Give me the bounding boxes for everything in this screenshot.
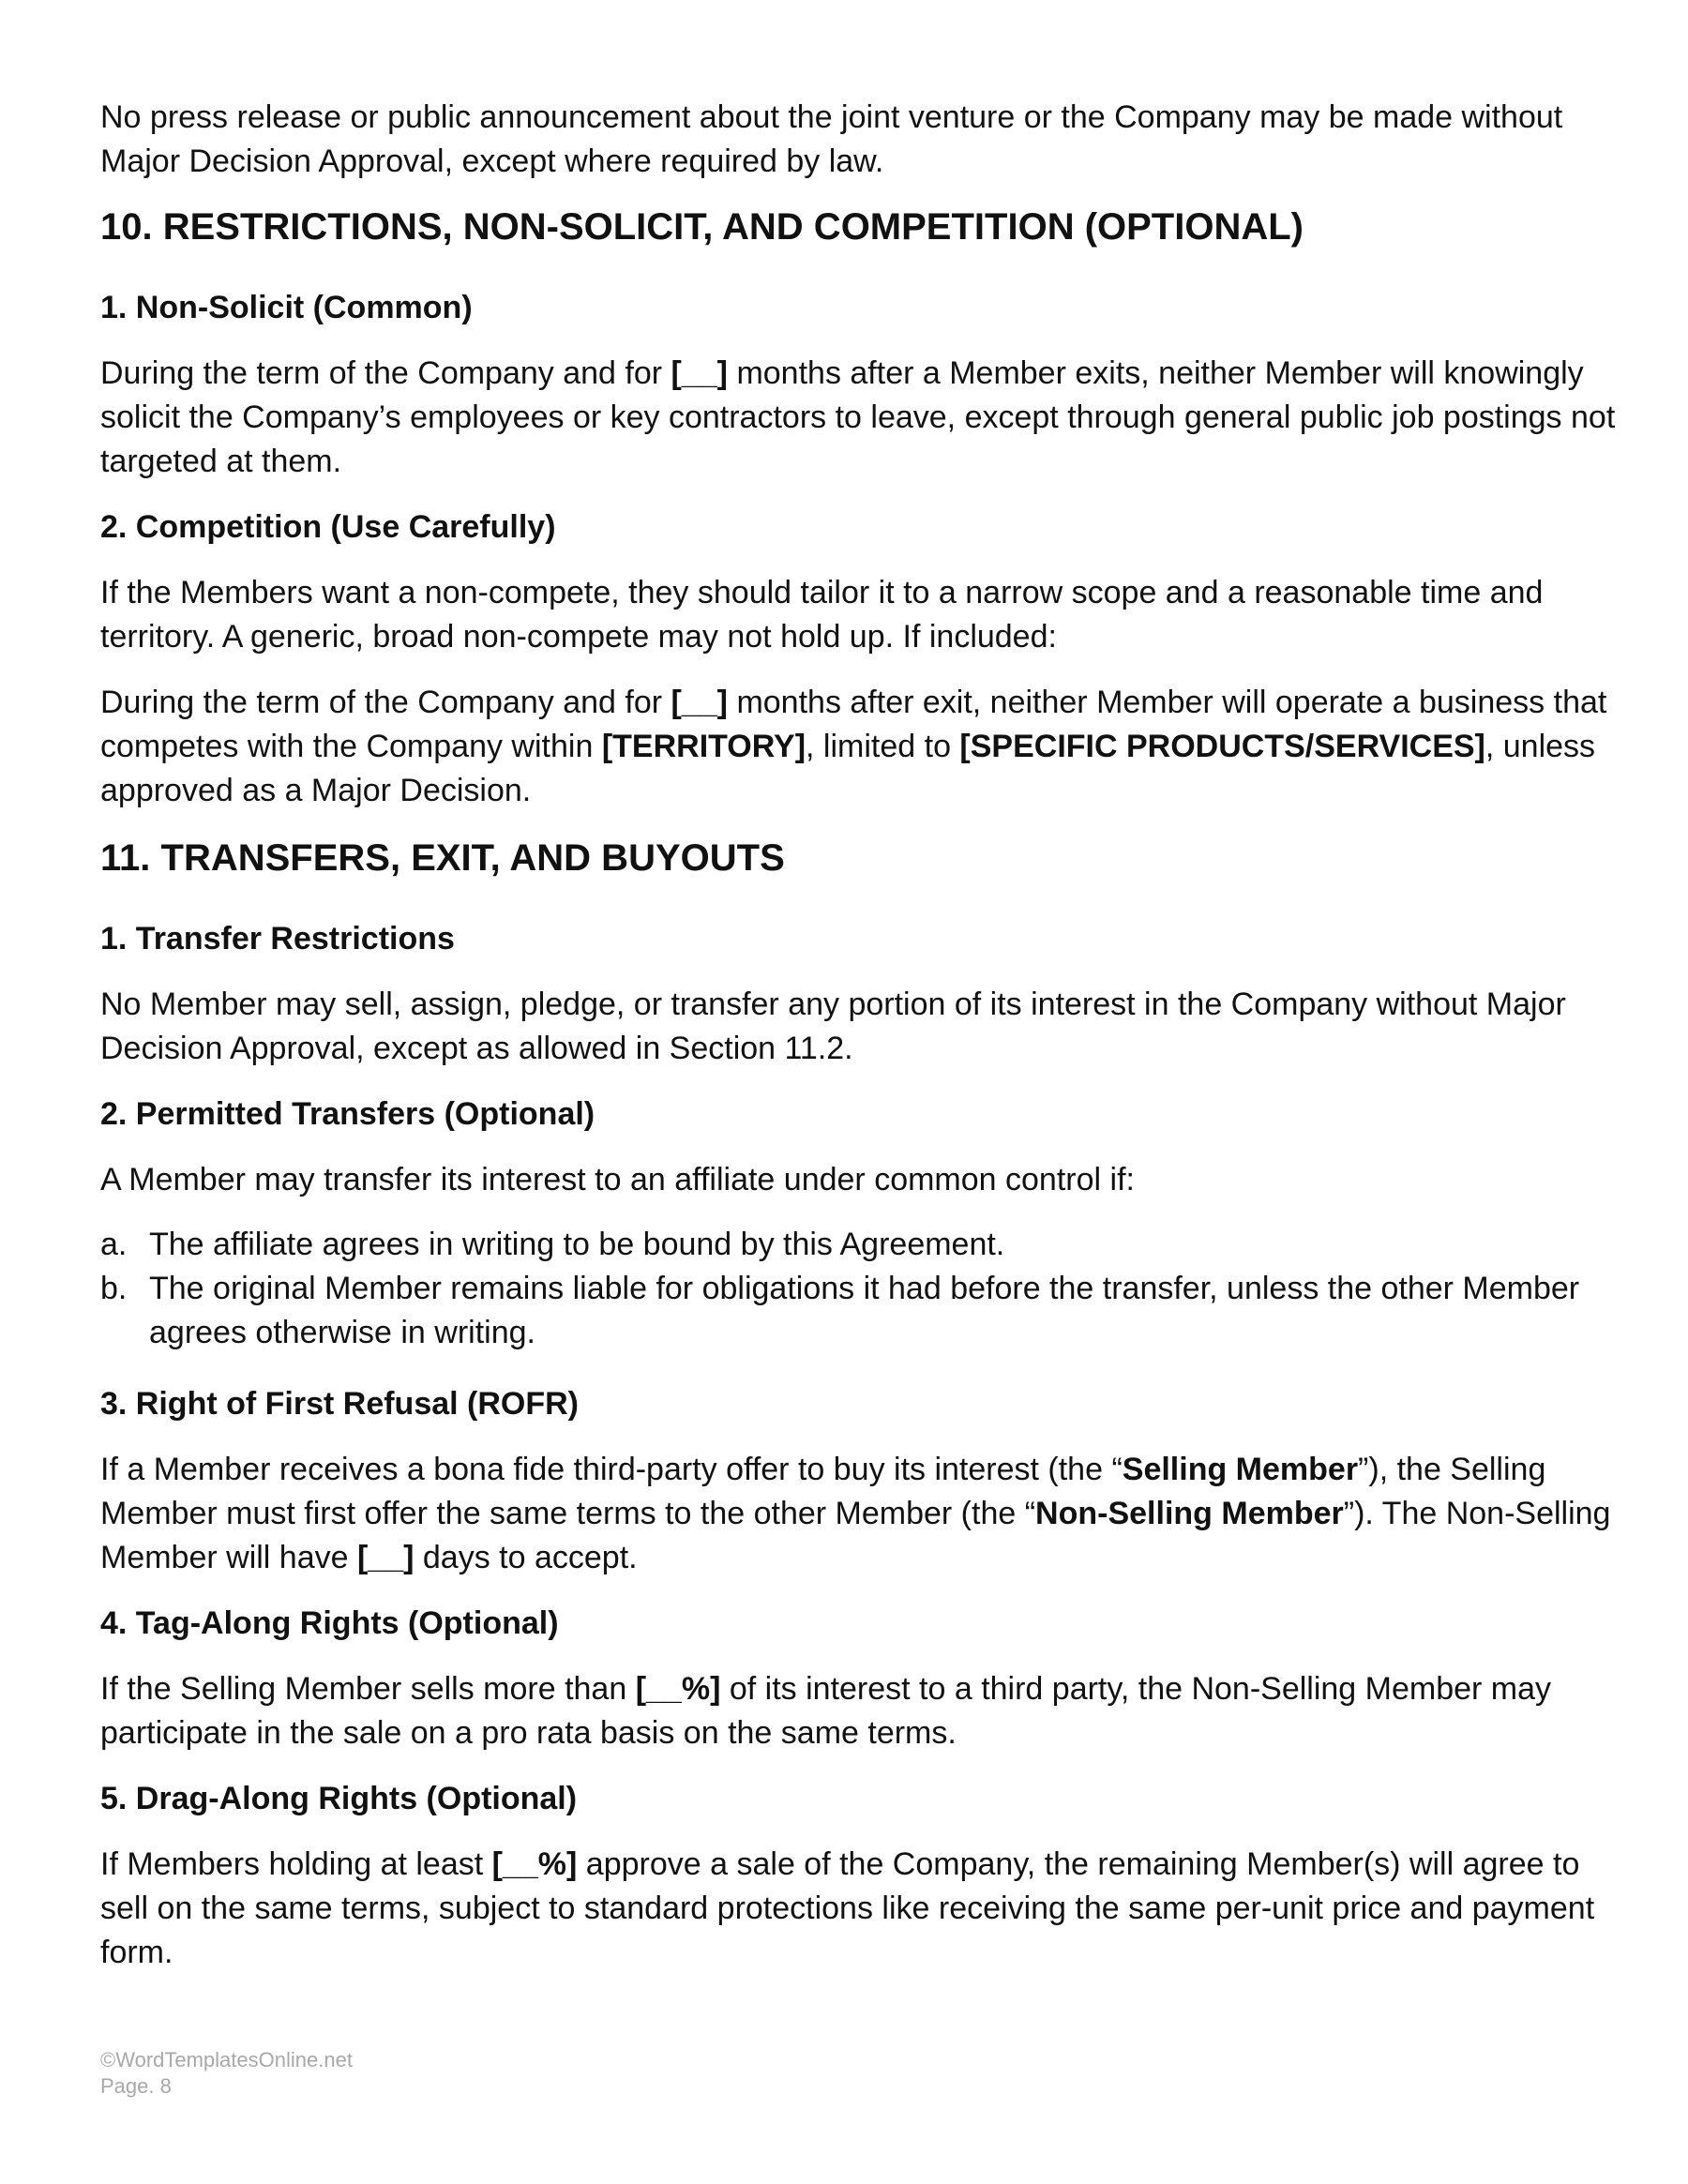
section-10-2-heading: 2. Competition (Use Carefully) [100, 509, 556, 545]
section-10-1-heading: 1. Non-Solicit (Common) [100, 290, 473, 325]
document-page [100, 94, 1620, 1975]
text: days to accept. [414, 1540, 638, 1575]
text: If a Member receives a bona fide third-party offer to buy its interest (the “ [100, 1452, 1123, 1487]
list-item-text: The original Member remains liable for obligations it had before the transfer, unless the other Member agrees otherwise in writing. [149, 1271, 1580, 1350]
section-11-1-paragraph: No Member may sell, assign, pledge, or transfer any portion of its interest in the Company without Major Decision Approval, except as allowed in Section 11.2. [100, 987, 1566, 1066]
section-11-2-heading: 2. Permitted Transfers (Optional) [100, 1096, 595, 1132]
text: During the term of the Company and for [100, 355, 671, 391]
section-11-3-paragraph [100, 1448, 1620, 1580]
section-11-4-paragraph [100, 1667, 1620, 1755]
blank-placeholder: [__] [671, 685, 728, 720]
section-11-heading: 11. TRANSFERS, EXIT, AND BUYOUTS [100, 837, 785, 879]
non-selling-member-term: Non-Selling Member [1035, 1496, 1344, 1531]
section-11-3-heading: 3. Right of First Refusal (ROFR) [100, 1386, 579, 1422]
section-10-2-paragraph-2 [100, 681, 1620, 813]
permitted-transfers-list [100, 1223, 1620, 1355]
section-10-2-paragraph-1: If the Members want a non-compete, they should tailor it to a narrow scope and a reasonable time and territory. A generic, broad non-compete may not hold up. If included: [100, 575, 1544, 655]
blank-placeholder: [__] [356, 1540, 414, 1575]
text: ”). The Non-Selling Member will have [100, 1496, 1611, 1575]
text: , limited to [806, 729, 960, 764]
text: months after a Member exits, neither Member will knowingly solicit the Company’s employees or key contractors to leave, except through general public job postings not targeted at them. [100, 355, 1616, 479]
section-11-5-paragraph [100, 1843, 1620, 1975]
text: months after exit, neither Member will operate a business that competes with the Company within [100, 685, 1607, 764]
blank-placeholder: [__] [671, 355, 728, 391]
list-marker: a. [100, 1227, 128, 1262]
products-placeholder: [SPECIFIC PRODUCTS/SERVICES] [959, 729, 1485, 764]
territory-placeholder: [TERRITORY] [601, 729, 806, 764]
text: , unless approved as a Major Decision. [100, 729, 1596, 808]
section-11-1-heading: 1. Transfer Restrictions [100, 921, 455, 956]
list-marker: b. [100, 1271, 128, 1306]
intro-paragraph: No press release or public announcement about the joint venture or the Company may be made without Major Decision Approval, except where required by law. [100, 99, 1563, 179]
percent-placeholder: [__%] [491, 1846, 578, 1882]
section-11-2-paragraph: A Member may transfer its interest to an affiliate under common control if: [100, 1162, 1135, 1197]
section-11-4-heading: 4. Tag-Along Rights (Optional) [100, 1605, 559, 1641]
section-11-5-heading: 5. Drag-Along Rights (Optional) [100, 1781, 578, 1816]
text: If Members holding at least [100, 1846, 492, 1882]
page-footer [100, 2047, 353, 2100]
text: ”), the Selling Member must first offer the same terms to the other Member (the “ [100, 1452, 1546, 1531]
text: approve a sale of the Company, the remaining Member(s) will agree to sell on the same terms, subject to standard protections like receiving the same per-unit price and payment form. [100, 1846, 1595, 1970]
text: During the term of the Company and for [100, 685, 671, 720]
list-item [100, 1223, 1620, 1267]
text: If the Selling Member sells more than [100, 1671, 636, 1707]
page-number: Page. 8 [100, 2074, 172, 2098]
section-10-1-paragraph [100, 352, 1620, 484]
copyright-text: ©WordTemplatesOnline.net [100, 2048, 353, 2071]
percent-placeholder: [__%] [635, 1671, 721, 1707]
list-item-text: The affiliate agrees in writing to be bound by this Agreement. [149, 1227, 1005, 1262]
list-item [100, 1267, 1620, 1355]
section-10-heading: 10. RESTRICTIONS, NON-SOLICIT, AND COMPETITION (OPTIONAL) [100, 206, 1304, 248]
text: of its interest to a third party, the Non-Selling Member may participate in the sale on a pro rata basis on the same terms. [100, 1671, 1552, 1751]
selling-member-term: Selling Member [1122, 1452, 1359, 1487]
